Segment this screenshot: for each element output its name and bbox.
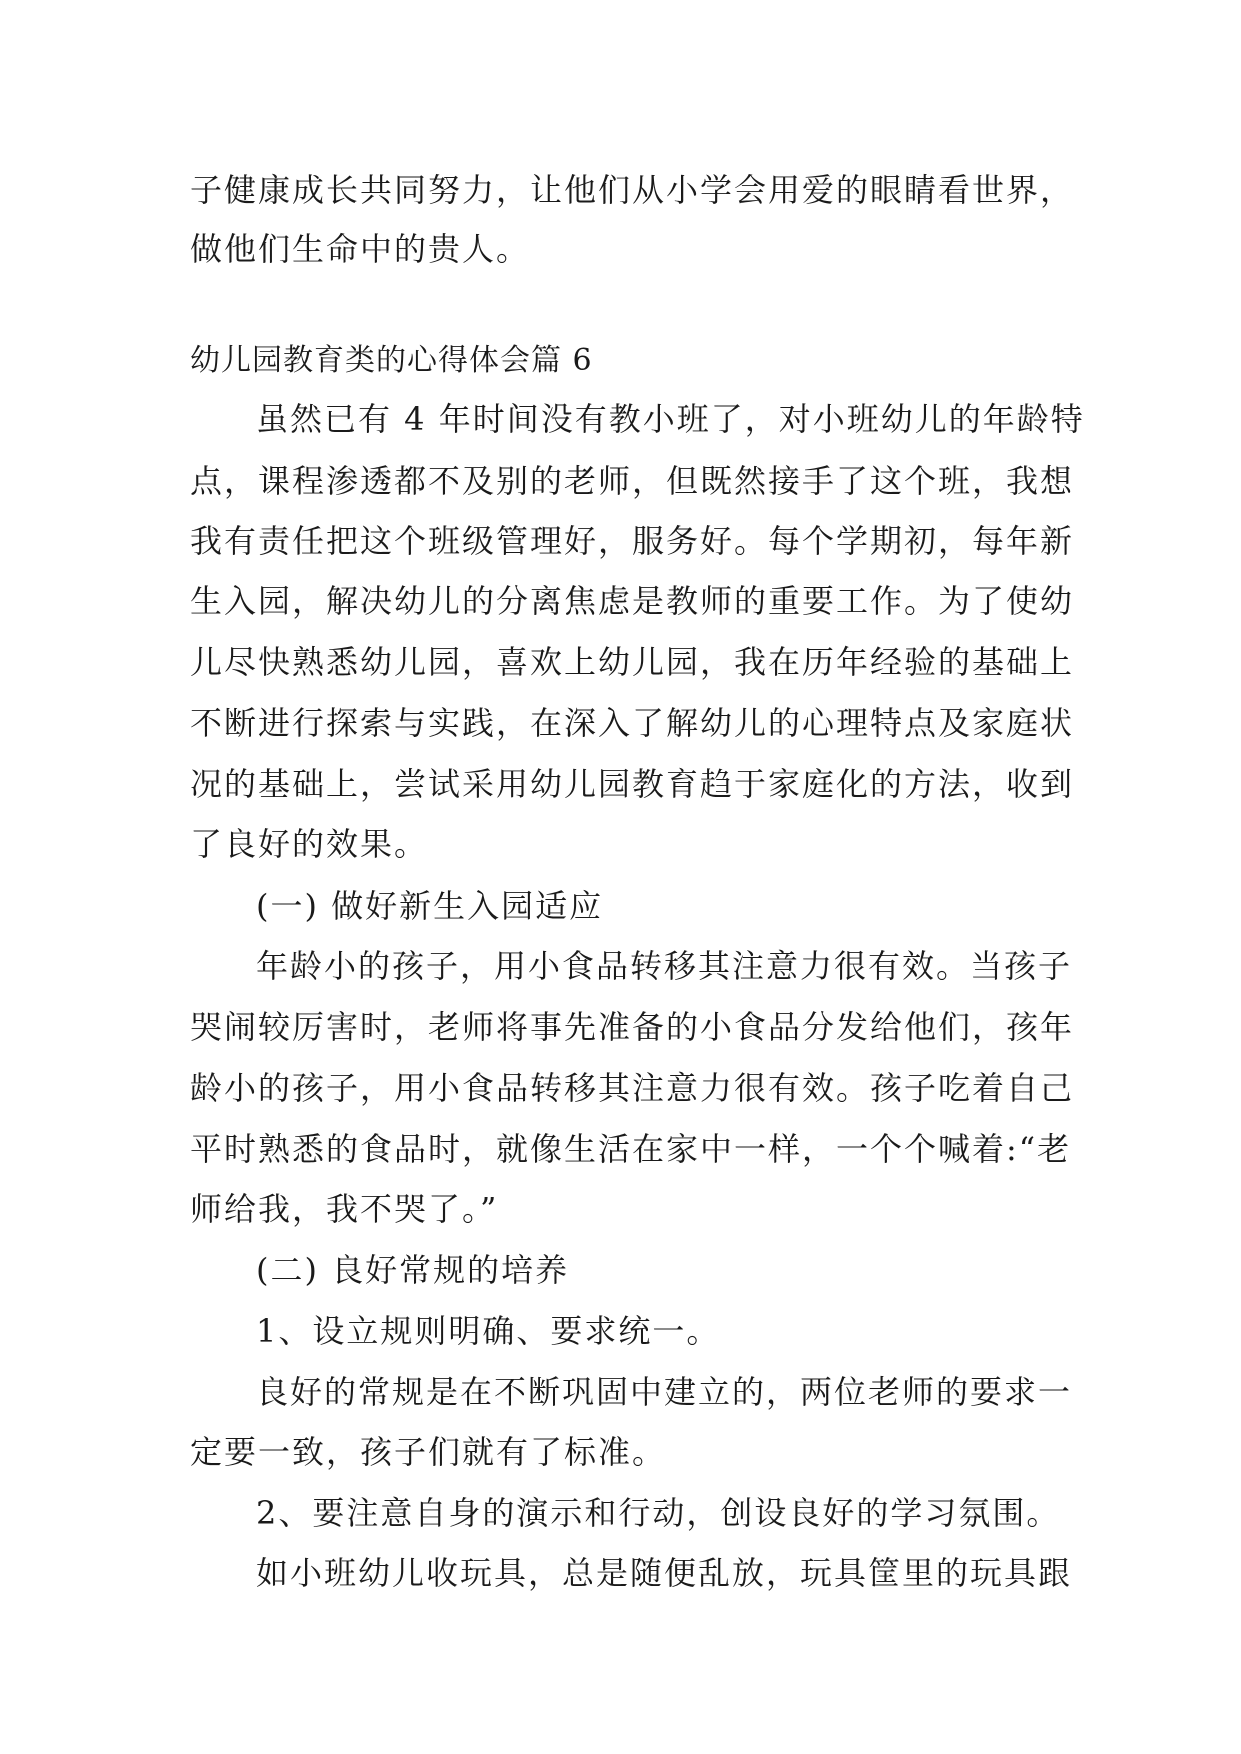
paragraph-line: 龄小的孩子，用小食品转移其注意力很有效。孩子吃着自己	[190, 1069, 1075, 1107]
paragraph-line: 况的基础上，尝试采用幼儿园教育趋于家庭化的方法，收到	[190, 765, 1075, 803]
paragraph-line: 虽然已有 4 年时间没有教小班了，对小班幼儿的年龄特	[256, 400, 1085, 438]
paragraph-line: 平时熟悉的食品时，就像生活在家中一样，一个个喊着:“老	[190, 1130, 1072, 1168]
paragraph-line: 点，课程渗透都不及别的老师，但既然接手了这个班，我想	[190, 462, 1075, 500]
paragraph-line: 良好的常规是在不断巩固中建立的，两位老师的要求一	[256, 1373, 1073, 1411]
section-heading: 幼儿园教育类的心得体会篇 6	[190, 343, 593, 378]
paragraph-line: 如小班幼儿收玩具，总是随便乱放，玩具筐里的玩具跟	[256, 1554, 1073, 1592]
list-item: 2、要注意自身的演示和行动，创设良好的学习氛围。	[256, 1494, 1061, 1532]
paragraph-line: 生入园，解决幼儿的分离焦虑是教师的重要工作。为了使幼	[190, 582, 1075, 620]
paragraph-line: 师给我，我不哭了。”	[190, 1190, 499, 1228]
paragraph-line: 定要一致，孩子们就有了标准。	[190, 1433, 667, 1471]
paragraph-line: 子健康成长共同努力，让他们从小学会用爱的眼睛看世界，	[190, 171, 1075, 209]
paragraph-line: 哭闹较厉害时，老师将事先准备的小食品分发给他们，孩年	[190, 1008, 1075, 1046]
paragraph-line: 做他们生命中的贵人。	[190, 230, 531, 268]
paragraph-line: 我有责任把这个班级管理好，服务好。每个学期初，每年新	[190, 522, 1075, 560]
subsection-heading: (二) 良好常规的培养	[256, 1251, 570, 1289]
subsection-heading: (一) 做好新生入园适应	[256, 887, 604, 925]
paragraph-line: 儿尽快熟悉幼儿园，喜欢上幼儿园，我在历年经验的基础上	[190, 643, 1075, 681]
paragraph-line: 不断进行探索与实践，在深入了解幼儿的心理特点及家庭状	[190, 704, 1075, 742]
list-item: 1、设立规则明确、要求统一。	[256, 1312, 721, 1350]
paragraph-line: 年龄小的孩子，用小食品转移其注意力很有效。当孩子	[256, 947, 1073, 985]
paragraph-line: 了良好的效果。	[190, 825, 429, 863]
